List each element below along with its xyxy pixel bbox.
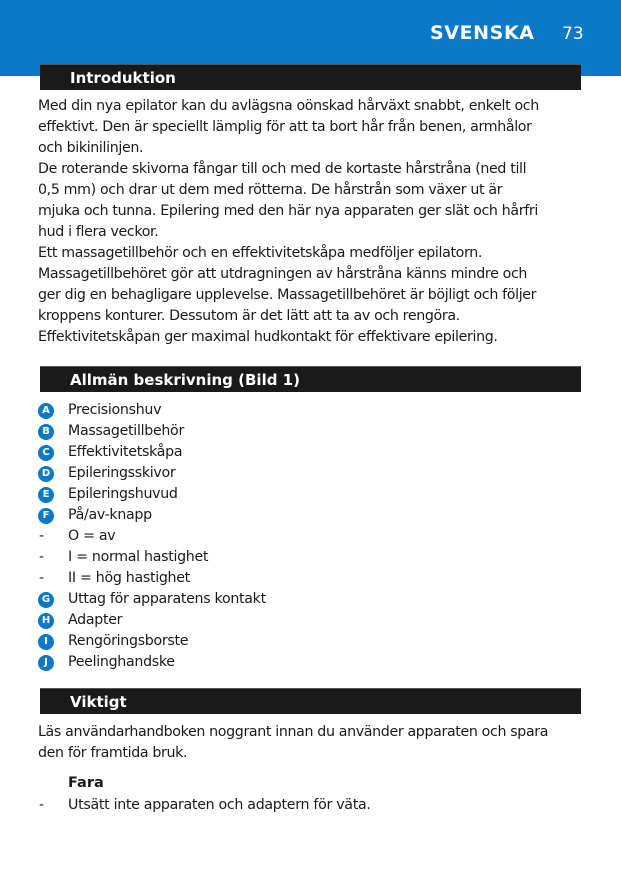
danger-text: Utsätt inte apparaten och adaptern för väta.: [68, 797, 371, 813]
list-item: [38, 463, 578, 484]
list-item: [38, 547, 578, 568]
list-item: [38, 421, 578, 442]
marker-e-badge: E: [38, 487, 54, 503]
list-item-text: Adapter: [68, 612, 123, 628]
marker-f-badge: F: [38, 508, 54, 524]
marker-g-badge: G: [38, 592, 54, 608]
list-item-text: Epileringshuvud: [68, 486, 178, 502]
section-heading-description: Allmän beskrivning (Bild 1): [40, 366, 581, 392]
text-line: Läs användarhandboken noggrant innan du använder apparaten och spara: [38, 724, 549, 740]
section-heading-important: Viktigt: [40, 688, 581, 714]
list-item: [38, 484, 578, 505]
text-line: 0,5 mm) och drar ut dem med rötterna. De hårstrån som växer ut är: [38, 182, 503, 198]
marker-a-badge: A: [38, 403, 54, 419]
text-line: ger dig en behagligare upplevelse. Massagetillbehöret är böjligt och följer: [38, 287, 537, 303]
text-line: den för framtida bruk.: [38, 745, 188, 761]
dash-marker: -: [39, 797, 44, 813]
list-item: [38, 568, 578, 589]
text-line: kroppens konturer. Dessutom är det lätt att ta av och rengöra.: [38, 308, 460, 324]
list-item: [38, 652, 578, 673]
text-line: hud i flera veckor.: [38, 224, 159, 240]
dash-marker: -: [39, 528, 44, 544]
list-item-text: På/av-knapp: [68, 507, 152, 523]
text-line: Massagetillbehöret gör att utdragningen av hårstråna känns mindre och: [38, 266, 528, 282]
list-item-text: Massagetillbehör: [68, 423, 184, 439]
list-item-text: Epileringsskivor: [68, 465, 176, 481]
important-paragraph: [38, 722, 598, 764]
dash-marker: -: [39, 549, 44, 565]
list-item-text: II = hög hastighet: [68, 570, 190, 586]
language-label: SVENSKA: [430, 22, 535, 44]
marker-c-badge: C: [38, 445, 54, 461]
text-line: effektivt. Den är speciellt lämplig för att ta bort hår från benen, armhålor: [38, 119, 532, 135]
list-item: [38, 589, 578, 610]
section-heading-introduction: Introduktion: [40, 64, 581, 90]
danger-heading: Fara: [68, 775, 104, 791]
page-number: 73: [562, 24, 584, 44]
marker-h-badge: H: [38, 613, 54, 629]
text-line: och bikinilinjen.: [38, 140, 144, 156]
list-item: [38, 442, 578, 463]
list-item-text: Rengöringsborste: [68, 633, 189, 649]
list-item: [38, 631, 578, 652]
list-item: [38, 610, 578, 631]
marker-i-badge: I: [38, 634, 54, 650]
marker-j-badge: J: [38, 655, 54, 671]
parts-list: [38, 400, 578, 673]
list-item-text: Effektivitetskåpa: [68, 444, 183, 460]
list-item-text: O = av: [68, 528, 116, 544]
text-line: Effektivitetskåpan ger maximal hudkontakt för effektivare epilering.: [38, 329, 498, 345]
list-item-text: Peelinghandske: [68, 654, 175, 670]
list-item: [38, 526, 578, 547]
list-item: [38, 505, 578, 526]
marker-d-badge: D: [38, 466, 54, 482]
marker-b-badge: B: [38, 424, 54, 440]
introduction-paragraph: [38, 96, 598, 348]
list-item-text: I = normal hastighet: [68, 549, 209, 565]
list-item-text: Uttag för apparatens kontakt: [68, 591, 266, 607]
list-item-text: Precisionshuv: [68, 402, 162, 418]
text-line: mjuka och tunna. Epilering med den här nya apparaten ger slät och hårfri: [38, 203, 538, 219]
text-line: Ett massagetillbehör och en effektivitetskåpa medföljer epilatorn.: [38, 245, 483, 261]
text-line: Med din nya epilator kan du avlägsna oönskad hårväxt snabbt, enkelt och: [38, 98, 539, 114]
text-line: De roterande skivorna fångar till och med de kortaste hårstråna (ned till: [38, 161, 527, 177]
dash-marker: -: [39, 570, 44, 586]
list-item: [38, 400, 578, 421]
